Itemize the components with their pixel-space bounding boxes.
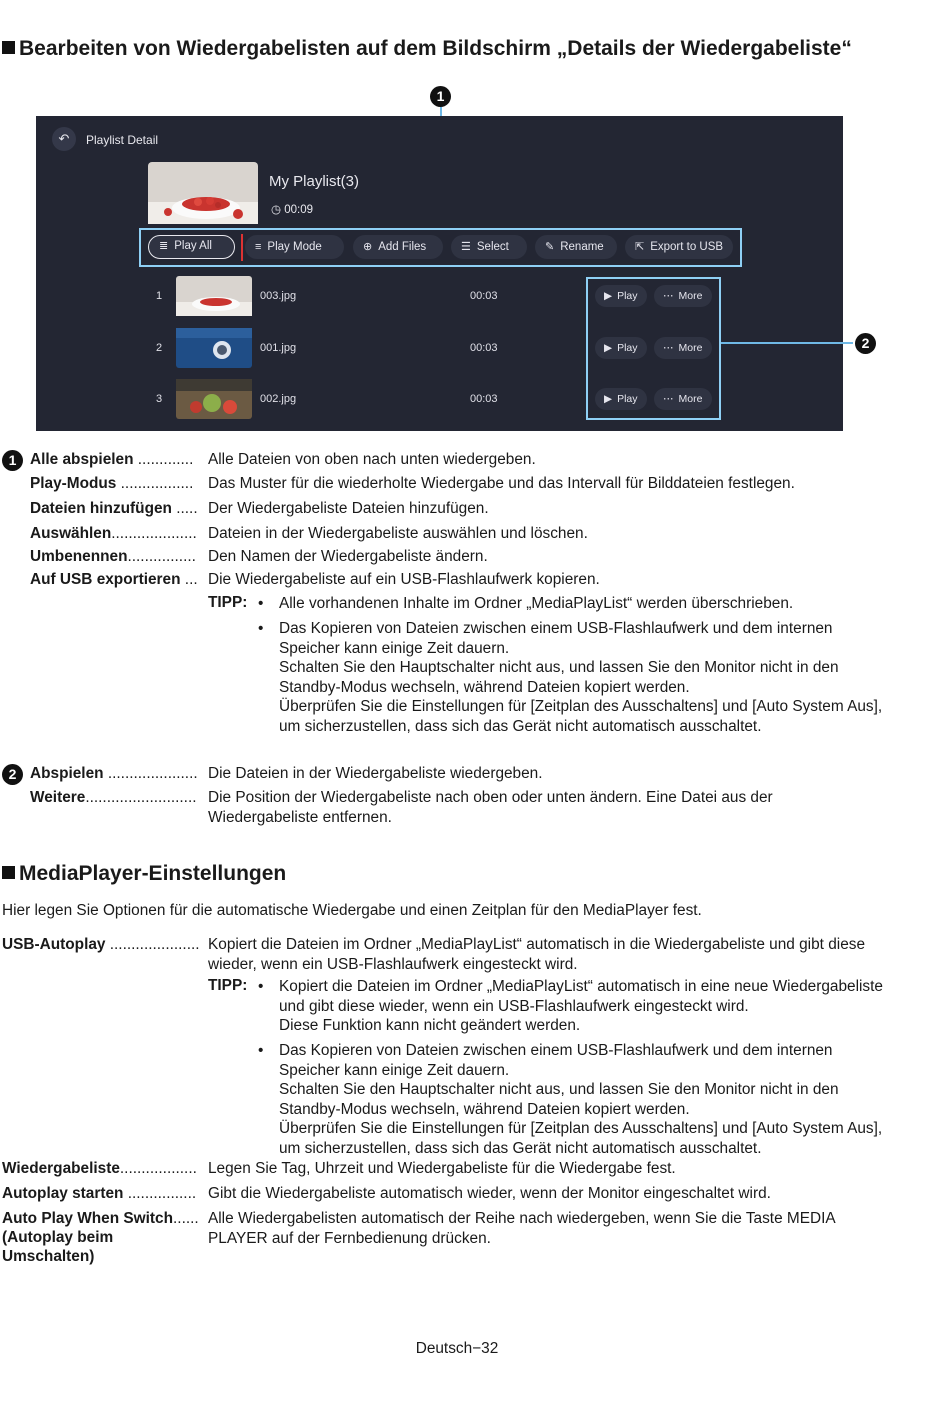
rename-button[interactable]: ✎ Rename bbox=[535, 235, 617, 259]
desc-rename: Den Namen der Wiedergabeliste ändern. bbox=[208, 548, 488, 565]
row-filename: 001.jpg bbox=[260, 342, 297, 354]
term-play-all: Alle abspielen ............. bbox=[30, 451, 194, 468]
desc-export-usb: Die Wiedergabeliste auf ein USB-Flashlaufwerk kopieren. bbox=[208, 571, 600, 588]
term-weitere: Weitere.......................... bbox=[30, 789, 197, 806]
term-autoplay-start: Autoplay starten ................ bbox=[2, 1185, 197, 1202]
more-icon: ⋯ bbox=[663, 342, 674, 354]
playlist-duration-row bbox=[271, 202, 313, 216]
term-abspielen: Abspielen ..................... bbox=[30, 765, 198, 782]
term-select: Auswählen.................... bbox=[30, 525, 197, 542]
tipp-text: Das Kopieren von Dateien zwischen einem USB-Flashlaufwerk und dem internen Speicher kann einige Zeit dauern. bbox=[279, 620, 833, 657]
term-playlist: Wiedergabeliste.................. bbox=[2, 1160, 197, 1177]
section-heading: MediaPlayer-Einstellungen bbox=[2, 862, 286, 886]
callout-line-2 bbox=[721, 342, 853, 344]
square-bullet-icon bbox=[2, 866, 15, 879]
row-time: 00:03 bbox=[470, 290, 498, 302]
select-button[interactable]: ☰ Select bbox=[451, 235, 527, 259]
playlist-duration: 00:09 bbox=[284, 204, 314, 216]
term-auto-switch: Auto Play When Switch...... bbox=[2, 1210, 199, 1227]
more-icon: ⋯ bbox=[663, 393, 674, 405]
play-icon: ▶ bbox=[604, 342, 613, 354]
export-usb-button[interactable]: ⇱ Export to USB bbox=[625, 235, 733, 259]
add-files-button[interactable]: ⊕ Add Files bbox=[353, 235, 443, 259]
desc-abspielen: Die Dateien in der Wiedergabeliste wiedergeben. bbox=[208, 765, 543, 782]
desc-play-mode: Das Muster für die wiederholte Wiedergabe und das Intervall für Bilddateien festlegen. bbox=[208, 475, 795, 492]
row-index: 3 bbox=[156, 393, 163, 405]
term-export-usb: Auf USB exportieren ... bbox=[30, 571, 198, 588]
tipp-text: Überprüfen Sie die Einstellungen für [Zeitplan des Ausschaltens] und [Auto System Aus], um sicherzustellen, dass sich das Gerät nicht automatisch ausschaltet. bbox=[279, 698, 883, 735]
row-index: 1 bbox=[156, 290, 163, 302]
row-more-button[interactable]: ⋯ More bbox=[654, 285, 712, 307]
term-play-mode: Play-Modus ................. bbox=[30, 475, 194, 492]
desc-select: Dateien in der Wiedergabeliste auswählen und löschen. bbox=[208, 525, 588, 542]
play-mode-button[interactable]: ≡ Play Mode bbox=[245, 235, 344, 259]
tipp-text: Das Kopieren von Dateien zwischen einem USB-Flashlaufwerk und dem internen Speicher kann einige Zeit dauern. bbox=[279, 1042, 833, 1079]
list-badge-2: 2 bbox=[2, 764, 23, 785]
focus-divider bbox=[241, 234, 243, 261]
desc-autoplay-start: Gibt die Wiedergabeliste automatisch wieder, wenn der Monitor eingeschaltet wird. bbox=[208, 1185, 771, 1202]
playlist-detail-screen bbox=[36, 116, 843, 431]
back-icon[interactable]: ↶ bbox=[52, 127, 76, 151]
row-thumbnail[interactable] bbox=[176, 379, 252, 419]
row-thumbnail[interactable] bbox=[176, 276, 252, 316]
bullet: • bbox=[258, 978, 264, 995]
row-play-button[interactable]: ▶ Play bbox=[595, 388, 647, 410]
play-mode-icon: ≡ bbox=[255, 241, 262, 253]
term-auto-switch-line3: Umschalten) bbox=[2, 1248, 95, 1265]
play-icon: ▶ bbox=[604, 393, 613, 405]
tipp-text: Überprüfen Sie die Einstellungen für [Zeitplan des Ausschaltens] und [Auto System Aus], um sicherzustellen, dass sich das Gerät nicht automatisch ausschaltet. bbox=[279, 1120, 883, 1157]
desc-add-files: Der Wiedergabeliste Dateien hinzufügen. bbox=[208, 500, 489, 517]
term-add-files: Dateien hinzufügen ..... bbox=[30, 500, 198, 517]
section-intro: Hier legen Sie Optionen für die automatische Wiedergabe und einen Zeitplan für den MediaPlayer fest. bbox=[2, 902, 702, 919]
row-time: 00:03 bbox=[470, 393, 498, 405]
tipp-text: Diese Funktion kann nicht geändert werden. bbox=[279, 1017, 581, 1034]
playlist-name: My Playlist(3) bbox=[269, 173, 360, 190]
row-play-button[interactable]: ▶ Play bbox=[595, 337, 647, 359]
tipp-text: Kopiert die Dateien im Ordner „MediaPlayList“ automatisch in eine neue Wiedergabeliste und gibt diese wieder, wenn ein USB-Flashlaufwerk eingesteckt wird. bbox=[279, 978, 883, 1015]
bullet: • bbox=[258, 595, 264, 612]
term-auto-switch-line2: (Autoplay beim bbox=[2, 1229, 114, 1246]
tipp-label: TIPP: bbox=[208, 977, 248, 994]
term-usb-autoplay: USB-Autoplay ..................... bbox=[2, 936, 200, 953]
screen-header: Playlist Detail bbox=[86, 133, 159, 147]
row-filename: 003.jpg bbox=[260, 290, 297, 302]
bullet: • bbox=[258, 620, 264, 637]
row-time: 00:03 bbox=[470, 342, 498, 354]
page-footer: Deutsch−32 bbox=[415, 1340, 499, 1357]
desc-play-all: Alle Dateien von oben nach unten wiedergeben. bbox=[208, 451, 536, 468]
play-all-icon: ≣ bbox=[159, 240, 169, 252]
desc-weitere: Die Position der Wiedergabeliste nach oben oder unten ändern. Eine Datei aus der Wiedergabeliste entfernen. bbox=[208, 789, 773, 826]
more-icon: ⋯ bbox=[663, 290, 674, 302]
callout-badge-1: 1 bbox=[430, 86, 451, 107]
tipp-text: Schalten Sie den Hauptschalter nicht aus, und lassen Sie den Monitor nicht in den Standby-Modus wechseln, während Dateien kopiert werden. bbox=[279, 1081, 839, 1118]
tipp-text: Alle vorhandenen Inhalte im Ordner „MediaPlayList“ werden überschrieben. bbox=[279, 595, 794, 612]
term-rename: Umbenennen................ bbox=[30, 548, 196, 565]
tipp-label: TIPP: bbox=[208, 594, 248, 611]
playlist-thumbnail bbox=[148, 162, 258, 224]
row-more-button[interactable]: ⋯ More bbox=[654, 337, 712, 359]
export-icon: ⇱ bbox=[635, 241, 645, 253]
row-play-button[interactable]: ▶ Play bbox=[595, 285, 647, 307]
callout-badge-2: 2 bbox=[855, 333, 876, 354]
desc-usb-autoplay: Kopiert die Dateien im Ordner „MediaPlayList“ automatisch in die Wiedergabeliste und gibt diese wieder, wenn ein USB-Flashlaufwerk eingesteckt wird. bbox=[208, 936, 866, 973]
square-bullet-icon bbox=[2, 41, 15, 54]
edit-icon: ✎ bbox=[545, 241, 555, 253]
tipp-text: Schalten Sie den Hauptschalter nicht aus, und lassen Sie den Monitor nicht in den Standby-Modus wechseln, während Dateien kopiert werden. bbox=[279, 659, 839, 696]
section-heading: Bearbeiten von Wiedergabelisten auf dem Bildschirm „Details der Wiedergabeliste“ bbox=[2, 37, 852, 61]
play-all-button[interactable]: ≣ Play All bbox=[148, 235, 235, 259]
list-badge-1: 1 bbox=[2, 450, 23, 471]
row-index: 2 bbox=[156, 342, 163, 354]
row-filename: 002.jpg bbox=[260, 393, 297, 405]
play-icon: ▶ bbox=[604, 290, 613, 302]
select-icon: ☰ bbox=[461, 241, 471, 253]
bullet: • bbox=[258, 1042, 264, 1059]
desc-playlist: Legen Sie Tag, Uhrzeit und Wiedergabeliste für die Wiedergabe fest. bbox=[208, 1160, 676, 1177]
desc-auto-switch: Alle Wiedergabelisten automatisch der Reihe nach wiedergeben, wenn Sie die Taste MEDIA PLAYER auf der Fernbedienung drücken. bbox=[208, 1210, 835, 1247]
row-thumbnail[interactable] bbox=[176, 328, 252, 368]
row-more-button[interactable]: ⋯ More bbox=[654, 388, 712, 410]
clock-icon: ◷ bbox=[271, 204, 282, 216]
add-icon: ⊕ bbox=[363, 241, 373, 253]
